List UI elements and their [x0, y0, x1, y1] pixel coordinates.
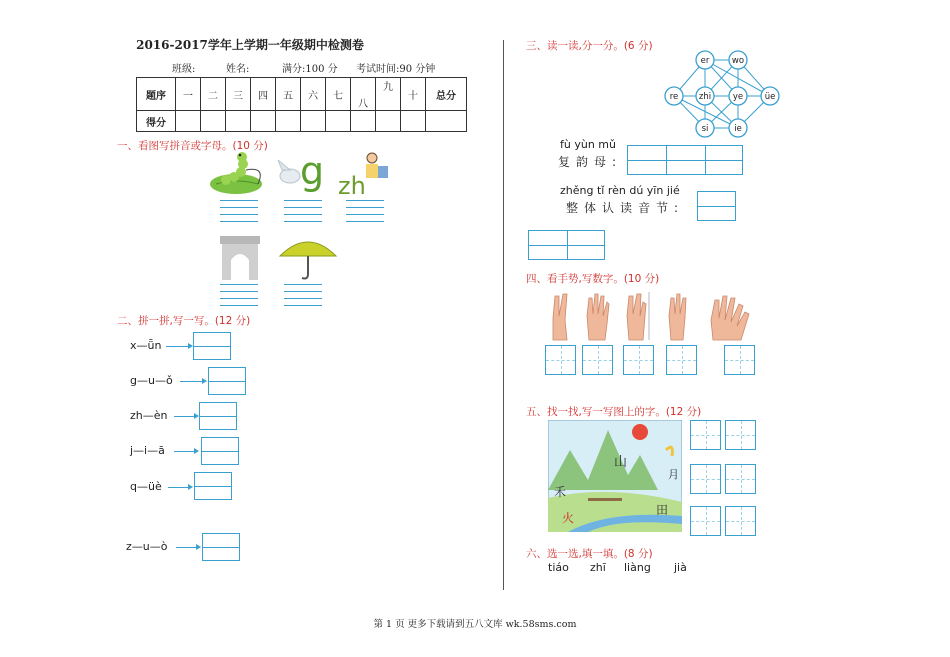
score-input-cell[interactable]	[201, 111, 226, 132]
page-footer: 第 1 页 更多下载请到五八文库 wk.58sms.com	[373, 619, 577, 630]
score-cell: 二	[201, 78, 226, 111]
syllable-node: zhi	[698, 92, 712, 102]
scene-char: 禾	[554, 485, 567, 499]
answer-box[interactable]	[201, 437, 239, 465]
writing-grid[interactable]	[725, 420, 756, 450]
score-cell: 四	[251, 78, 276, 111]
number-grid[interactable]	[582, 345, 613, 375]
score-input-cell[interactable]	[351, 111, 376, 132]
arrow-line	[168, 487, 188, 488]
score-input-cell[interactable]	[376, 111, 401, 132]
number-grid[interactable]	[724, 345, 755, 375]
choice-pinyin: tiáo	[548, 561, 569, 574]
score-cell: 八	[351, 78, 376, 111]
scene-char: 月	[668, 468, 679, 481]
answer-box[interactable]	[199, 402, 237, 430]
score-input-cell[interactable]	[326, 111, 351, 132]
pinyin-lines[interactable]	[346, 200, 384, 222]
syllable-node: si	[701, 124, 709, 134]
syllable-node: re	[669, 92, 679, 102]
number-grid[interactable]	[623, 345, 654, 375]
score-input-cell[interactable]	[276, 111, 301, 132]
umbrella-image	[278, 234, 338, 282]
scene-char: 火	[562, 511, 575, 525]
syllable-node: er	[700, 56, 710, 66]
zhengti-label: 整体认读音节:	[566, 201, 685, 215]
reading-child-zh-image	[338, 150, 390, 196]
spelling-item: z—u—ò	[126, 540, 168, 553]
score-input-cell[interactable]	[251, 111, 276, 132]
answer-box[interactable]	[202, 533, 240, 561]
section-4-heading: 四、看手势,写数字。(10 分)	[526, 273, 660, 285]
caterpillar-leaf-image	[208, 150, 272, 196]
dove-g-image	[276, 150, 332, 196]
fuyunmu-answer-box[interactable]	[627, 145, 743, 175]
zhengti-answer-box[interactable]	[528, 230, 605, 260]
score-cell: 三	[226, 78, 251, 111]
section-2-heading: 二、拼一拼,写一写。(12 分)	[117, 315, 251, 327]
score-input-cell[interactable]	[426, 111, 467, 132]
writing-grid[interactable]	[690, 464, 721, 494]
arrow-icon	[202, 378, 207, 384]
score-input-cell[interactable]	[176, 111, 201, 132]
score-input-cell[interactable]	[226, 111, 251, 132]
choice-pinyin: jià	[674, 561, 687, 574]
pinyin-lines[interactable]	[220, 284, 258, 306]
score-cell: 九	[376, 78, 401, 111]
page-divider	[503, 40, 504, 590]
section-5-heading: 五、找一找,写一写图上的字。(12 分)	[526, 406, 702, 418]
syllable-node: ye	[732, 92, 744, 102]
full-score: 满分:100 分	[282, 64, 338, 75]
score-cell: 六	[301, 78, 326, 111]
number-grid[interactable]	[545, 345, 576, 375]
arrow-line	[176, 547, 196, 548]
score-input-cell[interactable]	[301, 111, 326, 132]
arrow-icon	[196, 544, 201, 550]
landscape-scene-image	[548, 420, 682, 532]
syllable-node: üe	[764, 92, 776, 102]
number-grid[interactable]	[666, 345, 697, 375]
writing-grid[interactable]	[690, 506, 721, 536]
hand-gestures-image	[545, 290, 773, 342]
spelling-item: zh—èn	[130, 409, 168, 422]
fuyunmu-label: 复韵母:	[558, 155, 623, 169]
scene-char: 山	[614, 455, 628, 470]
svg-text:g: g	[300, 150, 325, 193]
answer-box[interactable]	[193, 332, 231, 360]
arrow-line	[180, 381, 202, 382]
syllable-network	[660, 50, 785, 138]
answer-box[interactable]	[208, 367, 246, 395]
name-label: 姓名:	[226, 64, 250, 75]
score-table	[136, 77, 467, 132]
arrow-icon	[188, 484, 193, 490]
section-1-heading: 一、看图写拼音或字母。(10 分)	[117, 140, 268, 152]
pinyin-lines[interactable]	[220, 200, 258, 222]
zhengti-answer-box[interactable]	[697, 191, 736, 221]
choice-pinyin: liàng	[624, 561, 651, 574]
arrow-icon	[194, 448, 199, 454]
score-cell: 一	[176, 78, 201, 111]
score-cell: 题序	[137, 78, 176, 111]
pinyin-lines[interactable]	[284, 284, 322, 306]
arch-image	[218, 234, 262, 282]
score-input-cell[interactable]	[401, 111, 426, 132]
writing-grid[interactable]	[690, 420, 721, 450]
answer-box[interactable]	[194, 472, 232, 500]
choice-pinyin: zhī	[590, 561, 606, 574]
spelling-item: j—i—ā	[130, 444, 165, 457]
spelling-item: x—ǖn	[130, 339, 162, 352]
score-cell: 十	[401, 78, 426, 111]
writing-grid[interactable]	[725, 506, 756, 536]
arrow-line	[174, 451, 194, 452]
zhengti-pinyin: zhěng tǐ rèn dú yīn jié	[560, 184, 680, 197]
syllable-node: wo	[731, 56, 745, 66]
scene-char: 田	[656, 503, 669, 517]
spelling-item: q—üè	[130, 480, 162, 493]
arrow-line	[166, 346, 188, 347]
writing-grid[interactable]	[725, 464, 756, 494]
score-cell: 得分	[137, 111, 176, 132]
spelling-item: g—u—ǒ	[130, 374, 173, 387]
score-cell: 五	[276, 78, 301, 111]
syllable-node: ie	[734, 124, 742, 134]
fuyunmu-pinyin: fù yùn mǔ	[560, 138, 616, 151]
section-6-heading: 六、选一选,填一填。(8 分)	[526, 548, 653, 560]
score-cell: 七	[326, 78, 351, 111]
score-cell: 总分	[426, 78, 467, 111]
section-3-heading: 三、读一读,分一分。(6 分)	[526, 40, 653, 52]
arrow-line	[174, 416, 194, 417]
exam-time: 考试时间:90 分钟	[356, 64, 436, 75]
page-title: 2016-2017学年上学期一年级期中检测卷	[136, 38, 364, 52]
class-label: 班级:	[172, 64, 196, 75]
pinyin-lines[interactable]	[284, 200, 322, 222]
zh-letters: zh	[338, 172, 366, 196]
